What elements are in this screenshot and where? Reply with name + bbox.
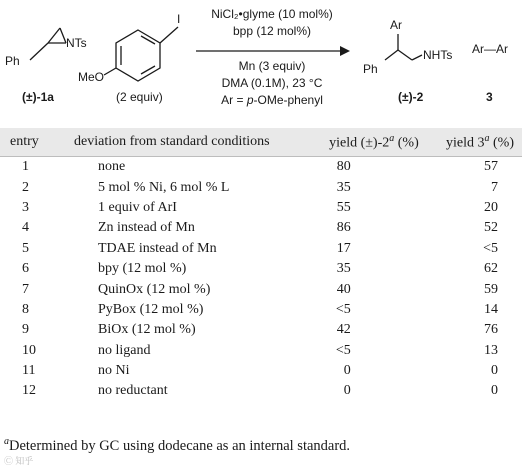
table-row <box>0 157 522 178</box>
table-row <box>0 381 522 401</box>
yield-3-cell: 0 <box>491 383 498 399</box>
product-2-ar-label: Ar <box>390 18 402 32</box>
table-row <box>0 300 522 320</box>
condition-reductant: Mn (3 equiv) <box>238 59 306 73</box>
yield-2-cell: 0 <box>343 383 351 399</box>
aryl-definition <box>196 92 348 109</box>
conditions-above-arrow <box>196 6 348 40</box>
watermark: Ⓒ 知乎 <box>4 456 34 466</box>
header-yield-3-footnote-marker: a <box>484 132 490 144</box>
yield-3-cell: 20 <box>484 199 498 215</box>
yield-2-cell: 86 <box>336 220 351 236</box>
entry-cell: 9 <box>22 322 29 338</box>
yield-2-cell: 42 <box>336 322 351 338</box>
aryl-definition-para: p <box>246 93 254 107</box>
table-row <box>0 361 522 381</box>
entry-cell: 8 <box>22 301 29 317</box>
yield-3-cell: 7 <box>491 179 498 195</box>
yield-3-cell: 76 <box>484 322 498 338</box>
aryl-iodide-structure <box>104 27 178 81</box>
entry-cell: 3 <box>22 199 29 215</box>
product-2-structure <box>385 34 422 60</box>
table-row <box>0 320 522 340</box>
reaction-scheme <box>0 0 522 122</box>
reagent-2-equiv-label: (2 equiv) <box>116 90 163 104</box>
deviation-cell: TDAE instead of Mn <box>98 240 217 256</box>
condition-solvent-temp: DMA (0.1M), 23 °C <box>221 76 323 90</box>
table-header-row <box>0 128 522 157</box>
yield-2-cell: 40 <box>336 281 351 297</box>
reaction-arrow <box>196 46 350 56</box>
yield-2-cell: <5 <box>335 301 351 317</box>
aziridine-structure <box>30 28 66 60</box>
deviation-cell: 5 mol % Ni, 6 mol % L <box>98 179 230 195</box>
deviation-cell: QuinOx (12 mol %) <box>98 281 211 297</box>
reagent-1-ph-label: Ph <box>5 54 20 68</box>
entry-cell: 12 <box>22 383 36 399</box>
yield-3-cell: 62 <box>484 261 498 277</box>
yield-3-cell: <5 <box>483 240 498 256</box>
product-2-nhts-label: NHTs <box>423 48 453 62</box>
deviation-cell: PyBox (12 mol %) <box>98 301 204 317</box>
header-yield-2-text: yield (±)-2 <box>329 135 390 151</box>
table-row <box>0 177 522 197</box>
header-entry: entry <box>0 128 74 157</box>
deviation-cell: Zn instead of Mn <box>98 220 195 236</box>
entry-cell: 1 <box>22 159 29 175</box>
header-yield-2 <box>309 128 431 157</box>
yield-3-cell: 13 <box>484 342 498 358</box>
product-2-compound-label: (±)-2 <box>398 90 424 104</box>
product-3-formula: Ar—Ar <box>472 42 508 56</box>
deviation-cell: no ligand <box>98 342 151 358</box>
yield-2-cell: 80 <box>336 159 351 175</box>
yield-2-cell: 55 <box>336 199 351 215</box>
footnote-text: Determined by GC using dodecane as an internal standard. <box>9 437 351 454</box>
reagent-1-compound-label: (±)-1a <box>22 90 54 104</box>
yield-2-cell: 35 <box>336 261 351 277</box>
entry-cell: 4 <box>22 220 29 236</box>
table-row <box>0 198 522 218</box>
entry-cell: 5 <box>22 240 29 256</box>
header-yield-3-text: yield 3 <box>446 135 485 151</box>
condition-ligand: bpp (12 mol%) <box>232 24 312 38</box>
deviation-cell: 1 equiv of ArI <box>98 199 177 215</box>
entry-cell: 10 <box>22 342 36 358</box>
footnote-marker: a <box>4 436 9 447</box>
entry-cell: 11 <box>22 363 36 379</box>
table-footnote <box>4 436 350 455</box>
product-2-ph-label: Ph <box>363 62 378 76</box>
yield-2-cell: 17 <box>336 240 351 256</box>
yield-3-cell: 52 <box>484 220 498 236</box>
table-row <box>0 341 522 361</box>
table-row <box>0 279 522 299</box>
header-yield-3-unit: (%) <box>489 135 514 151</box>
table-row <box>0 218 522 238</box>
entry-cell: 6 <box>22 261 29 277</box>
yield-3-cell: 59 <box>484 281 498 297</box>
entry-cell: 2 <box>22 179 29 195</box>
deviation-cell: none <box>98 159 126 175</box>
deviation-cell: bpy (12 mol %) <box>98 261 187 277</box>
product-3-compound-label: 3 <box>486 90 493 104</box>
table-row <box>0 239 522 259</box>
reagent-1-nts-label: NTs <box>66 36 87 50</box>
condition-catalyst: NiCl₂•glyme (10 mol%) <box>211 7 333 21</box>
yield-3-cell: 57 <box>484 159 498 175</box>
aryl-definition-rest: -OMe-phenyl <box>253 93 323 107</box>
deviation-cell: no Ni <box>98 363 130 379</box>
reagent-2-meo-label: MeO <box>78 70 105 84</box>
header-yield-3 <box>431 128 522 157</box>
table-row <box>0 259 522 279</box>
yield-3-cell: 14 <box>484 301 498 317</box>
entry-cell: 7 <box>22 281 29 297</box>
deviation-cell: no reductant <box>98 383 168 399</box>
header-deviation: deviation from standard conditions <box>74 128 309 157</box>
conditions-below-arrow <box>196 58 348 109</box>
reagent-2-iodide-label: I <box>177 12 181 26</box>
aryl-definition-prefix: Ar = <box>221 93 247 107</box>
deviation-cell: BiOx (12 mol %) <box>98 322 196 338</box>
yield-2-cell: 35 <box>336 179 351 195</box>
yield-3-cell: 0 <box>491 363 498 379</box>
optimization-table <box>0 128 522 402</box>
yield-2-cell: <5 <box>335 342 351 358</box>
header-yield-2-footnote-marker: a <box>389 132 395 144</box>
yield-2-cell: 0 <box>343 363 351 379</box>
header-yield-2-unit: (%) <box>394 135 419 151</box>
